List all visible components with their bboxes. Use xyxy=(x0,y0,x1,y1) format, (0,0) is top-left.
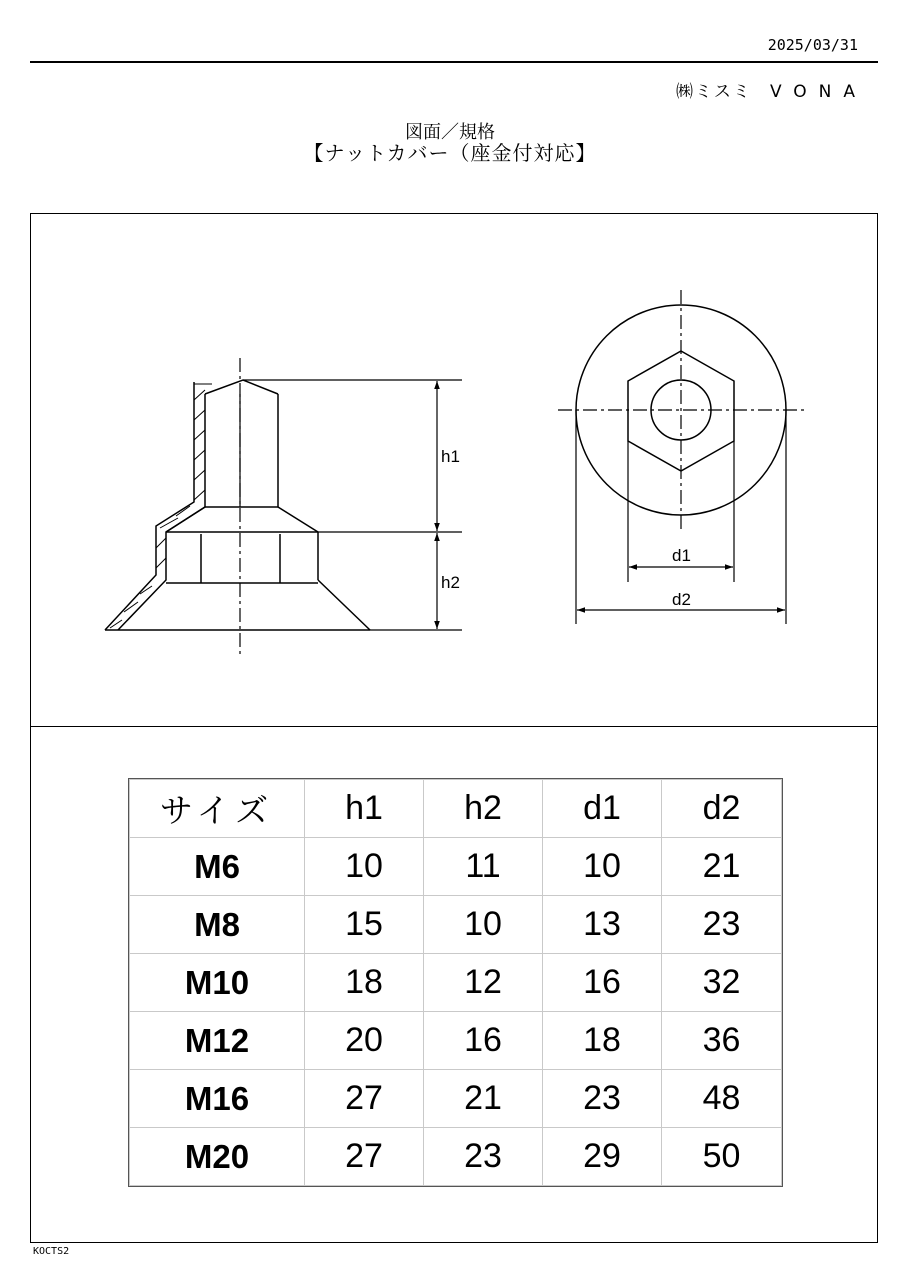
height-dimensions xyxy=(243,380,462,630)
h2-cell: 16 xyxy=(424,1012,543,1070)
d1-cell: 10 xyxy=(543,838,662,896)
h1-cell: 18 xyxy=(305,954,424,1012)
left-wall-outer xyxy=(105,382,194,630)
table-header-row xyxy=(130,780,782,838)
brand-name: VONA xyxy=(769,82,867,102)
table-row xyxy=(130,1012,782,1070)
column-header-d2: d2 xyxy=(662,780,782,838)
h1-cell: 27 xyxy=(305,1070,424,1128)
h2-cell: 11 xyxy=(424,838,543,896)
h2-cell: 21 xyxy=(424,1070,543,1128)
table-row xyxy=(130,896,782,954)
d2-cell: 36 xyxy=(662,1012,782,1070)
size-cell: M8 xyxy=(130,896,305,954)
top-view xyxy=(558,290,805,530)
label-h2: h2 xyxy=(441,573,460,592)
h2-cell: 10 xyxy=(424,896,543,954)
frame-divider xyxy=(30,726,878,727)
d2-cell: 23 xyxy=(662,896,782,954)
document-code: KOCTS2 xyxy=(33,1246,70,1257)
d1-cell: 18 xyxy=(543,1012,662,1070)
d2-cell: 21 xyxy=(662,838,782,896)
h2-cell: 23 xyxy=(424,1128,543,1186)
left-wall-inner xyxy=(118,394,205,630)
label-h1: h1 xyxy=(441,447,460,466)
d2-cell: 50 xyxy=(662,1128,782,1186)
h1-cell: 20 xyxy=(305,1012,424,1070)
size-cell: M10 xyxy=(130,954,305,1012)
d2-cell: 48 xyxy=(662,1070,782,1128)
column-header-size: サイズ xyxy=(130,780,305,838)
h2-cell: 12 xyxy=(424,954,543,1012)
d1-cell: 23 xyxy=(543,1070,662,1128)
size-cell: M12 xyxy=(130,1012,305,1070)
side-view xyxy=(105,358,370,655)
label-d1: d1 xyxy=(672,546,691,565)
title-line-2: 【ナットカバー（座金付対応】 xyxy=(303,141,597,165)
h1-cell: 10 xyxy=(305,838,424,896)
column-header-d1: d1 xyxy=(543,780,662,838)
cone-upper-right xyxy=(278,507,318,532)
size-cell: M6 xyxy=(130,838,305,896)
section-hatch xyxy=(110,384,212,628)
d2-cell: 32 xyxy=(662,954,782,1012)
table-row xyxy=(130,1128,782,1186)
size-spec-table xyxy=(129,779,782,1186)
company-name: ㈱ミスミ xyxy=(675,82,752,102)
column-header-h1: h1 xyxy=(305,780,424,838)
size-cell: M20 xyxy=(130,1128,305,1186)
skirt-right xyxy=(318,580,370,630)
d1-cell: 16 xyxy=(543,954,662,1012)
h1-cell: 27 xyxy=(305,1128,424,1186)
size-cell: M16 xyxy=(130,1070,305,1128)
cover-tip xyxy=(205,380,278,394)
table-row xyxy=(130,1070,782,1128)
table-row xyxy=(130,954,782,1012)
d1-cell: 29 xyxy=(543,1128,662,1186)
cone-upper-left xyxy=(166,507,205,532)
table-row xyxy=(130,838,782,896)
d1-cell: 13 xyxy=(543,896,662,954)
label-d2: d2 xyxy=(672,590,691,609)
title-line-1: 図面／規格 xyxy=(405,122,495,143)
document-date: 2025/03/31 xyxy=(767,36,858,54)
h1-cell: 15 xyxy=(305,896,424,954)
column-header-h2: h2 xyxy=(424,780,543,838)
